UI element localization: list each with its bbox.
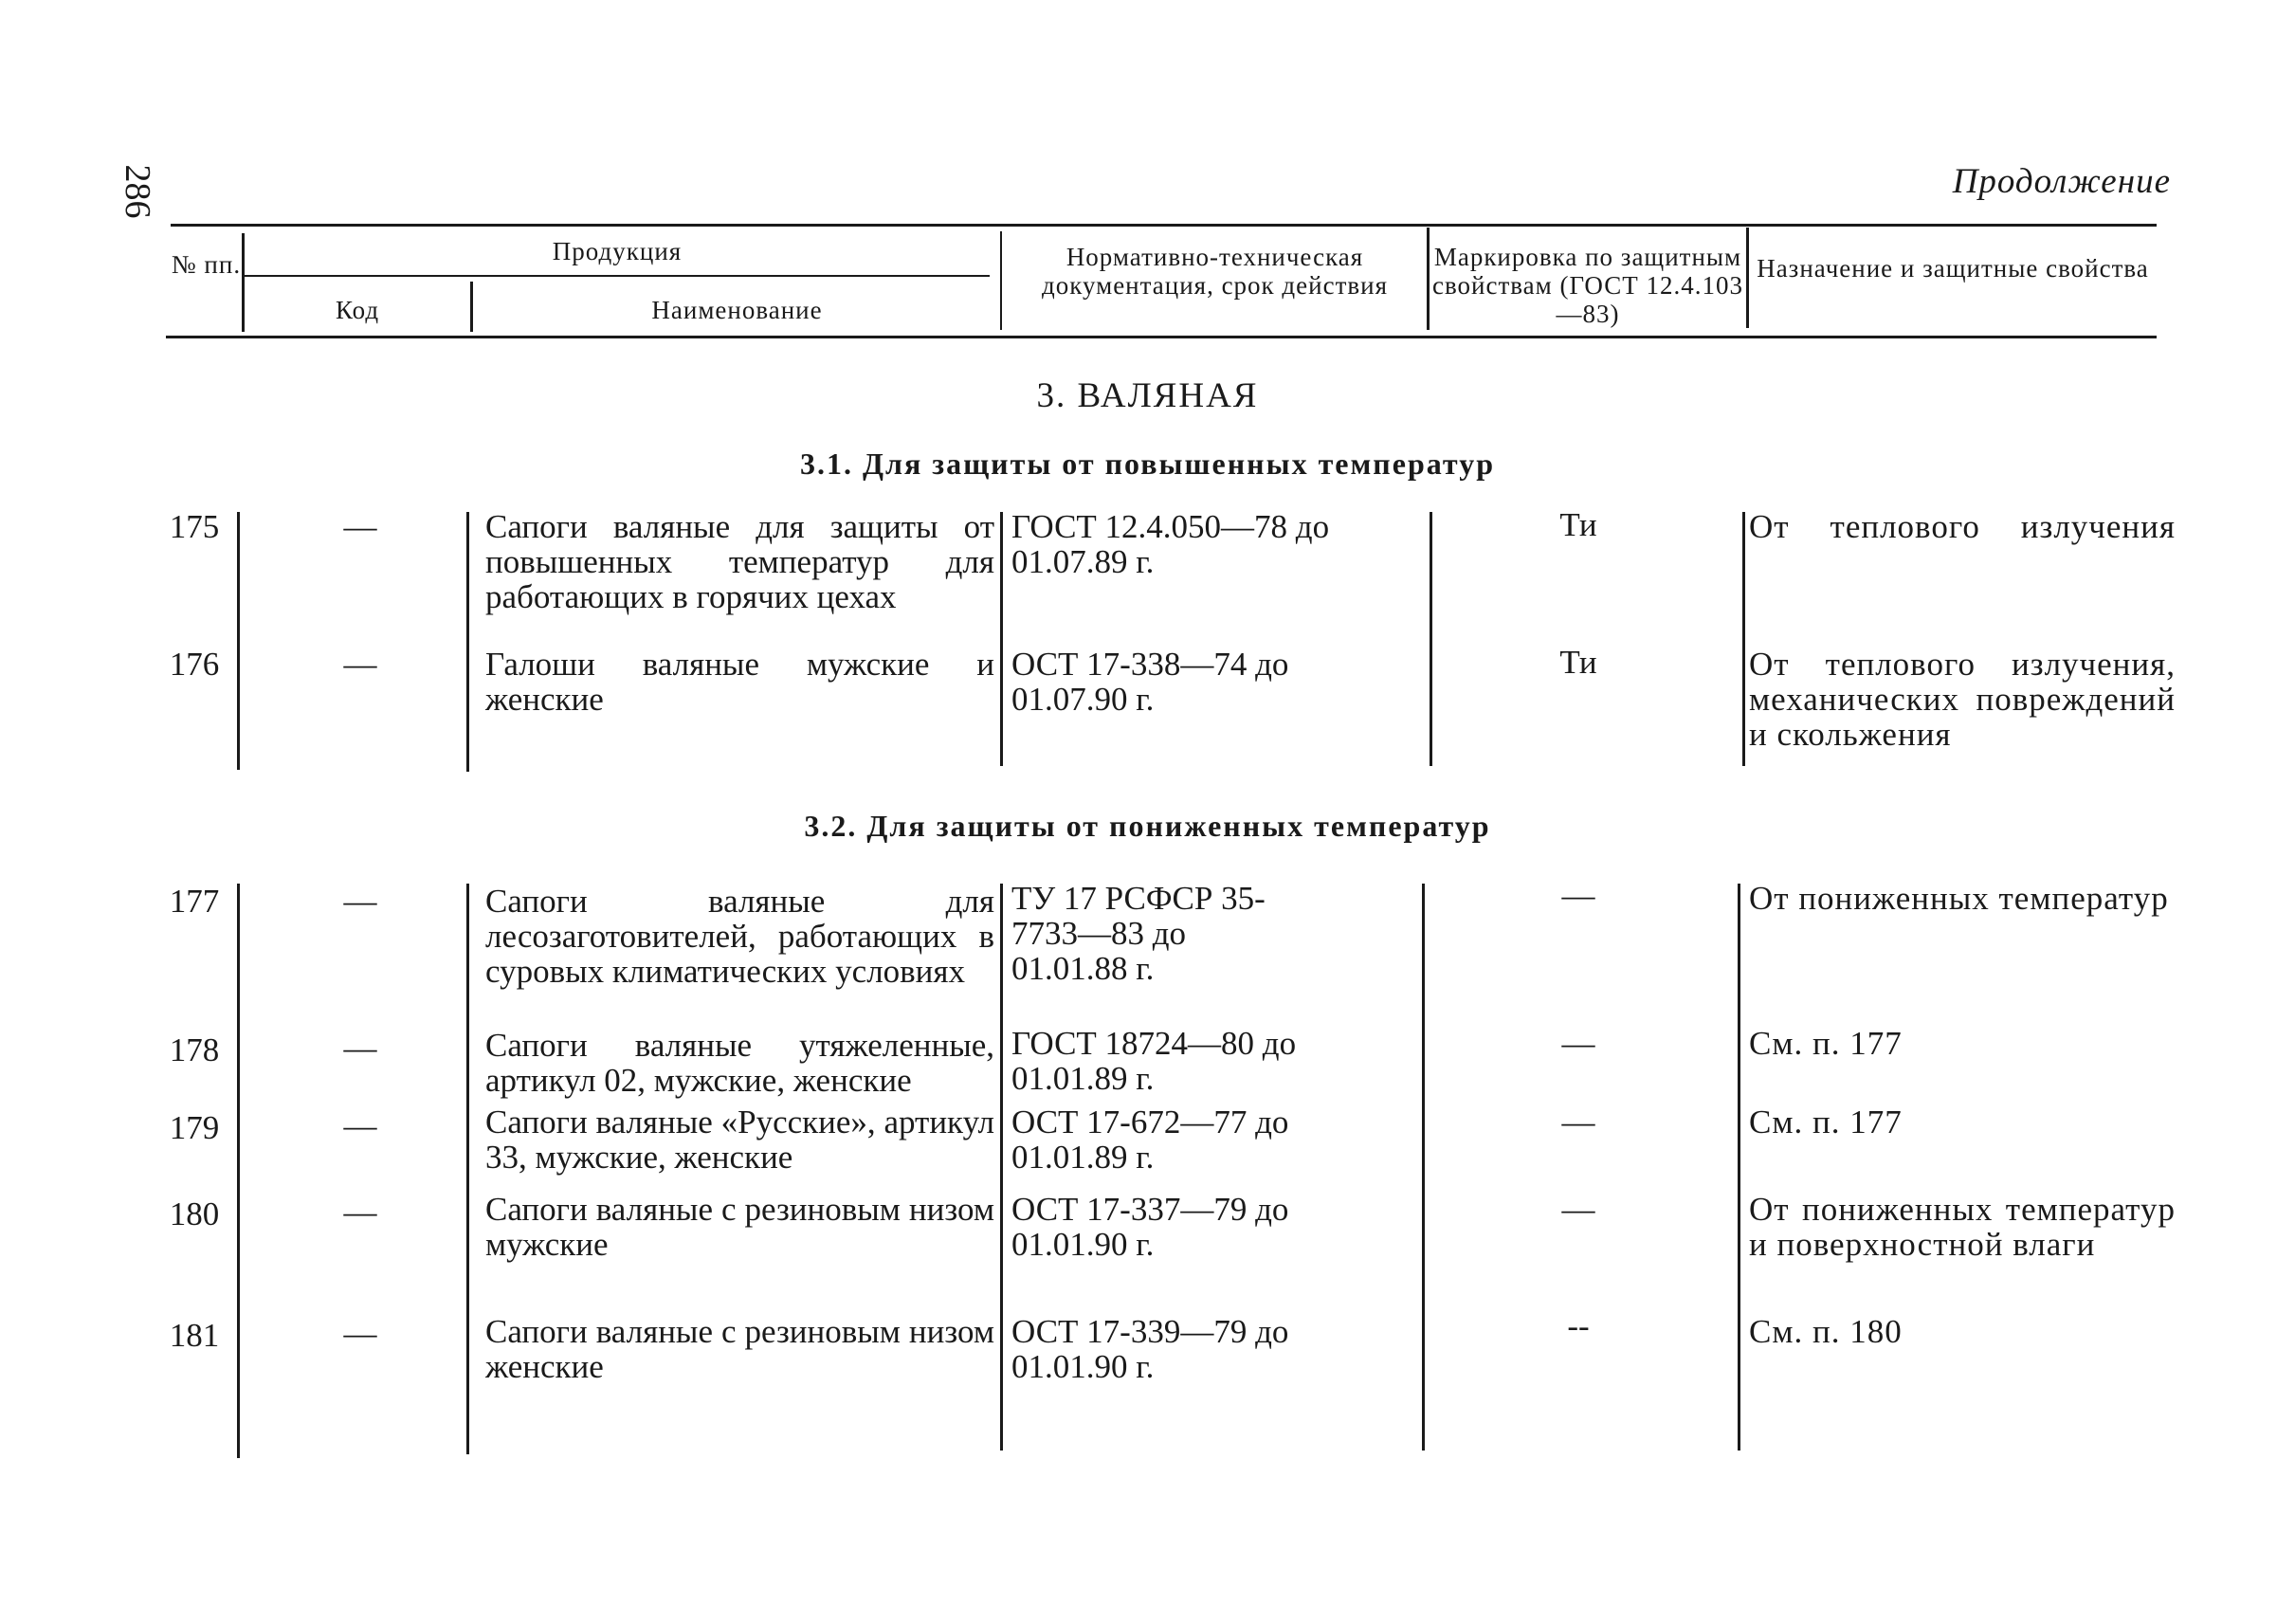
marking: — (1561, 1025, 1595, 1062)
header-marking: Маркировка по защитным свойствам (ГОСТ 12.4.103—83) (1431, 243, 1743, 328)
ntd-reference: ОСТ 17-338—74 до 01.07.90 г. (1011, 646, 1289, 718)
product-code: — (343, 1194, 377, 1231)
column-rule (1000, 884, 1003, 1451)
purpose: От пониженных температур и поверхностной влаги (1749, 1191, 2176, 1263)
column-rule (237, 512, 240, 770)
ntd-reference: ТУ 17 РСФСР 35-7733—83 до 01.01.88 г. (1011, 880, 1266, 987)
product-code: — (343, 508, 377, 545)
row-number: 176 (169, 646, 220, 683)
header-ntd: Нормативно-техническая документация, срок действия (1042, 243, 1388, 300)
purpose: От теплового излучения (1749, 508, 2176, 545)
marking: — (1561, 877, 1595, 914)
product-name: Сапоги валяные с резиновым низом мужские (485, 1191, 994, 1263)
column-rule (466, 512, 469, 772)
column-rule (1422, 884, 1425, 1451)
purpose: От теплового излучения, механических повреждений и скольжения (1749, 646, 2176, 753)
ntd-reference: ОСТ 17-672—77 до 01.01.89 г. (1011, 1104, 1289, 1176)
column-rule (237, 884, 240, 1458)
marking: -- (1567, 1307, 1590, 1344)
product-subheader-rule (245, 275, 990, 277)
header-name: Наименование (651, 296, 823, 324)
header-bottom-rule (166, 336, 2157, 338)
page-number: 286 (118, 164, 157, 219)
header-divider (1000, 231, 1002, 330)
ntd-reference: ОСТ 17-339—79 до 01.01.90 г. (1011, 1313, 1289, 1385)
marking: — (1561, 1191, 1595, 1228)
product-code: — (343, 1315, 377, 1352)
header-divider (470, 282, 473, 332)
subsection-title: 3.2. Для защиты от пониженных температур (804, 809, 1491, 843)
section-title: 3. ВАЛЯНАЯ (1036, 376, 1259, 415)
column-rule (1000, 512, 1003, 766)
marking: — (1561, 1104, 1595, 1140)
purpose: От пониженных температур (1749, 880, 2169, 917)
header-code: Код (335, 296, 380, 324)
product-name: Галоши валяные мужские и женские (485, 646, 994, 718)
row-number: 181 (169, 1317, 220, 1354)
product-name: Сапоги валяные для защиты от повышенных температур для работающих в горячих цехах (485, 508, 994, 615)
column-rule (1430, 512, 1432, 766)
subsection-title: 3.1. Для защиты от повышенных температур (800, 447, 1495, 481)
marking: Ти (1559, 506, 1597, 543)
product-name: Сапоги валяные «Русские», артикул 33, мужские, женские (485, 1104, 994, 1176)
column-rule (466, 884, 469, 1454)
column-rule (1738, 884, 1740, 1451)
purpose: См. п. 177 (1749, 1104, 1903, 1140)
row-number: 180 (169, 1195, 220, 1232)
product-name: Сапоги валяные утяжеленные, артикул 02, мужские, женские (485, 1027, 994, 1099)
product-code: — (343, 883, 377, 920)
header-purpose: Назначение и защитные свойства (1757, 254, 2149, 283)
ntd-reference: ГОСТ 18724—80 до 01.01.89 г. (1011, 1025, 1297, 1097)
row-number: 178 (169, 1031, 220, 1068)
row-number: 179 (169, 1109, 220, 1146)
marking: Ти (1559, 644, 1597, 681)
ntd-reference: ОСТ 17-337—79 до 01.01.90 г. (1011, 1191, 1289, 1263)
product-name: Сапоги валяные с резиновым низом женские (485, 1313, 994, 1385)
ntd-reference: ГОСТ 12.4.050—78 до 01.07.89 г. (1011, 508, 1330, 580)
continuation-label: Продолжение (1952, 162, 2171, 201)
header-top-rule (171, 224, 2157, 227)
column-rule (1742, 512, 1745, 766)
product-name: Сапоги валяные для лесозаготовителей, работающих в суровых климатических условиях (485, 883, 994, 990)
header-num: № пп. (171, 250, 242, 279)
purpose: См. п. 180 (1749, 1313, 1903, 1350)
product-code: — (343, 646, 377, 683)
purpose: См. п. 177 (1749, 1025, 1903, 1062)
row-number: 177 (169, 883, 220, 920)
product-code: — (343, 1030, 377, 1067)
product-code: — (343, 1107, 377, 1144)
row-number: 175 (169, 508, 220, 545)
header-product: Продукция (552, 237, 683, 265)
